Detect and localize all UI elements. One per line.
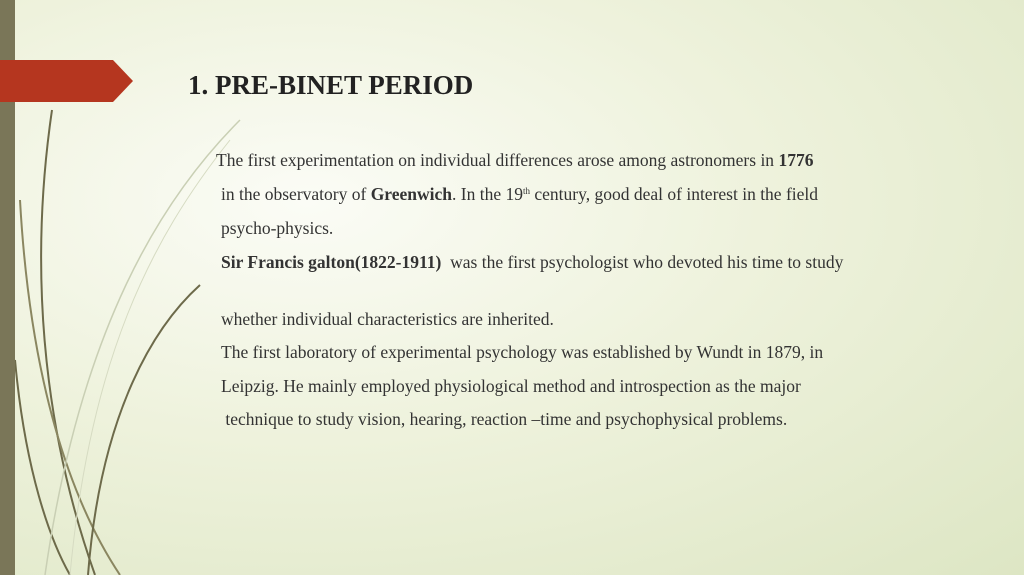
p1-line2: in the observatory of Greenwich. In the 19th century, good deal of interest in the field [221, 184, 819, 204]
p2-line1: Sir Francis galton(1822-1911) was the first psychologist who devoted his time to study [221, 252, 844, 272]
p1-line1: The first experimentation on individual differences arose among astronomers in 1776 [216, 150, 814, 170]
p3-line1: The first laboratory of experimental psychology was established by Wundt in 1879, in [221, 342, 824, 362]
p2-line2: whether individual characteristics are inherited. [221, 309, 554, 329]
slide-title: 1. PRE-BINET PERIOD [188, 70, 474, 100]
p1-line3: psycho-physics. [221, 218, 334, 238]
p3-line3: technique to study vision, hearing, reaction –time and psychophysical problems. [221, 409, 788, 429]
p3-line2: Leipzig. He mainly employed physiological method and introspection as the major [221, 376, 801, 396]
